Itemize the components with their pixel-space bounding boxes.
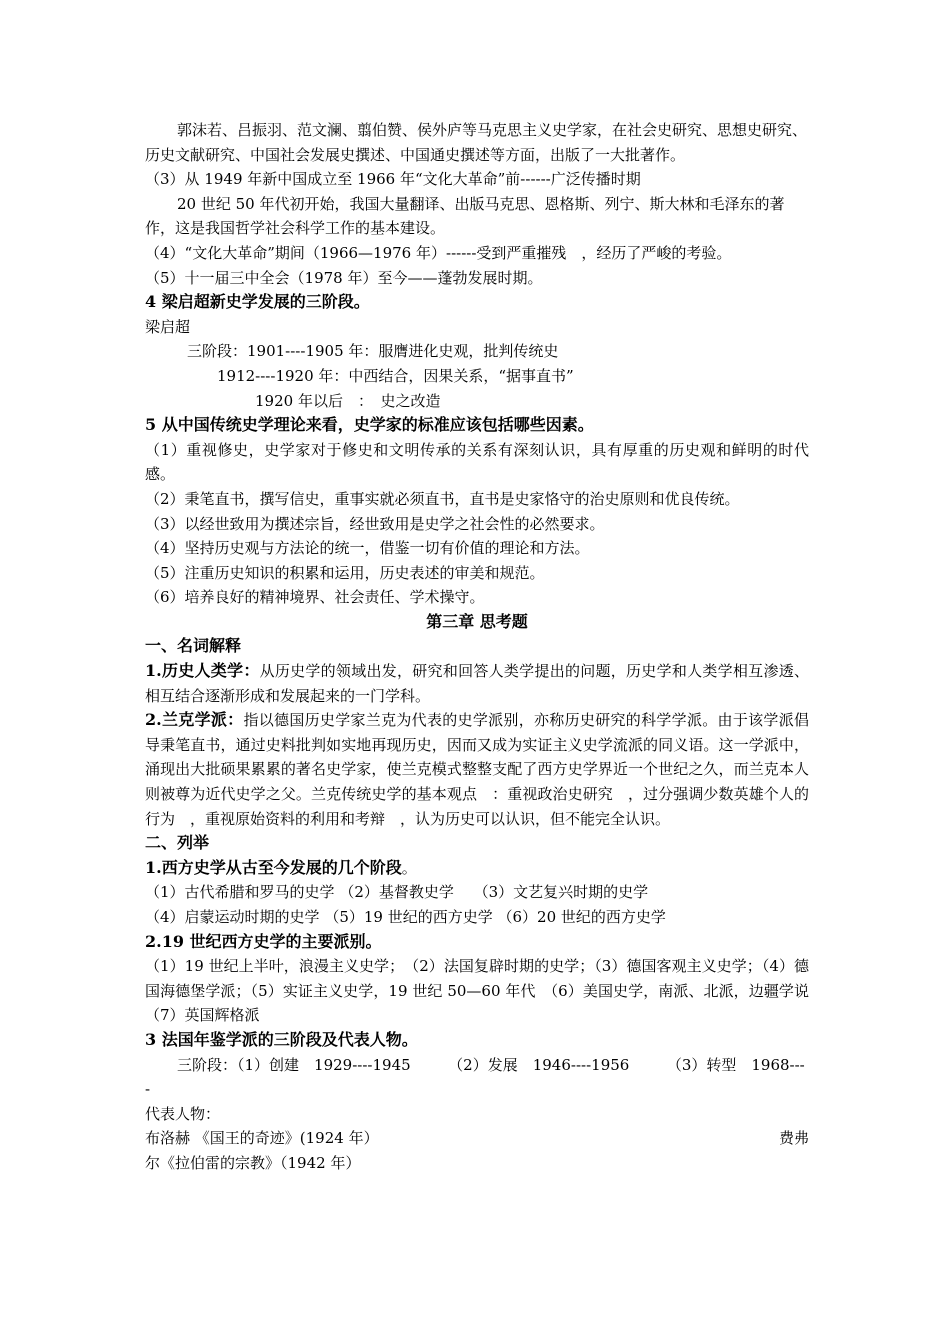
enum-western-stages-row-1: （1）古代希腊和罗马的史学 （2）基督教史学 （3）文艺复兴时期的史学 bbox=[145, 883, 649, 902]
standard-item-4: （4）坚持历史观与方法论的统一，借鉴一切有价值的理论和方法。 bbox=[145, 539, 590, 558]
standard-item-2: （2）秉笔直书，撰写信史，重事实就必须直书，直书是史家恪守的治史原则和优良传统。 bbox=[145, 489, 740, 508]
liang-stage-1: 三阶段：1901----1905 年：服膺进化史观，批判传统史 bbox=[187, 342, 559, 361]
enum-western-stages-row-2: （4）启蒙运动时期的史学 （5）19 世纪的西方史学 （6）20 世纪的西方史学 bbox=[145, 908, 666, 926]
standard-item-3: （3）以经世致用为撰述宗旨，经世致用是史学之社会性的必然要求。 bbox=[145, 514, 605, 533]
term-historical-anthropology bbox=[145, 659, 809, 708]
enum-19c-schools-body: （1）19 世纪上半叶，浪漫主义史学； （2）法国复辟时期的史学；（3）德国客观主义史学；（4）德国海德堡学派；（5）实证主义史学，19 世纪 50—60 年代 （6）美国史学，南派、北派，边疆学说 （7）英国辉格派 bbox=[145, 957, 825, 1025]
stage-5-line: （5）十一届三中全会（1978 年）至今——蓬勃发展时期。 bbox=[145, 268, 543, 287]
term-label: 2.兰克学派： bbox=[145, 710, 244, 730]
term-label: 1.历史人类学： bbox=[145, 661, 260, 681]
heading-liang-qichao: 4 梁启超新史学发展的三阶段。 bbox=[145, 292, 370, 312]
enum-western-stages-title: 1.西方史学从古至今发展的几个阶段。 bbox=[145, 857, 417, 877]
heading-historian-standards: 5 从中国传统史学理论来看，史学家的标准应该包括哪些因素。 bbox=[145, 415, 594, 435]
standard-item-5: （5）注重历史知识的积累和运用，历史表述的审美和规范。 bbox=[145, 563, 545, 582]
term-definition: 从历史学的领域出发，研究和回答人类学提出的问题，历史学和人类学相互渗透、相互结合逐渐形成和发展起来的一门学科。 bbox=[145, 662, 809, 705]
chapter-title: 第三章 思考题 bbox=[426, 611, 528, 631]
enum-19c-schools-title: 2.19 世纪西方史学的主要派别。 bbox=[145, 931, 382, 951]
representative-bloch: 布洛赫 《国王的奇迹》(1924 年） bbox=[145, 1129, 379, 1148]
enum-annales-title: 3 法国年鉴学派的三阶段及代表人物。 bbox=[145, 1029, 418, 1049]
term-ranke-school bbox=[145, 708, 809, 831]
paragraph-marxist-historians: 郭沫若、吕振羽、范文澜、翦伯赞、侯外庐等马克思主义史学家，在社会史研究、思想史研究、历史文献研究、中国社会发展史撰述、中国通史撰述等方面，出版了一大批著作。 bbox=[145, 121, 808, 164]
paragraph-translation: 20 世纪 50 年代初开始，我国大量翻译、出版马克思、恩格斯、列宁、斯大林和毛泽东的著作，这是我国哲学社会科学工作的基本建设。 bbox=[145, 194, 785, 238]
annales-representatives-label: 代表人物： bbox=[145, 1104, 221, 1123]
annales-stages: 三阶段：（1）创建 1929----1945 （2）发展 1946----1956 （3）转型 1968---- bbox=[145, 1055, 805, 1099]
representative-febvre-start: 费弗 bbox=[778, 1129, 809, 1148]
section-enumeration: 二、列举 bbox=[145, 833, 210, 853]
liang-stage-3: 1920 年以后 ： 史之改造 bbox=[255, 391, 441, 410]
standard-item-6: （6）培养良好的精神境界、社会责任、学术操守。 bbox=[145, 588, 485, 607]
stage-3-line: （3）从 1949 年新中国成立至 1966 年“文化大革命”前------广泛传播时期 bbox=[145, 170, 641, 189]
term-definition: 指以德国历史学家兰克为代表的史学派别，亦称历史研究的科学学派。由于该学派倡导秉笔直书，通过史料批判如实地再现历史，因而又成为实证主义史学流派的同义语。这一学派中，涌现出大批硕果累累的著名史学家，使兰克模式整整支配了西方史学界近一个世纪之久，而兰克本人则被尊为近代史学之父。兰克传统史学的基本观点 ：重视政治史研究 ，过分强调少数英雄个人的行为 ，重视原始资料的利用和考辩 ，认为历史可以认识，但不能完全认识。 bbox=[145, 711, 809, 828]
annales-representative-row bbox=[145, 1126, 809, 1151]
representative-febvre-end: 尔《拉伯雷的宗教》（1942 年） bbox=[145, 1153, 361, 1172]
liang-stage-2: 1912----1920 年：中西结合，因果关系，“据事直书” bbox=[217, 366, 574, 385]
liang-qichao-name: 梁启超 bbox=[145, 317, 191, 336]
section-term-explanation: 一、名词解释 bbox=[145, 636, 242, 656]
stage-4-line: （4）“文化大革命”期间（1966—1976 年）------受到严重摧残 ，经历了严峻的考验。 bbox=[145, 243, 732, 262]
standard-item-1: （1）重视修史，史学家对于修史和文明传承的关系有深刻认识，具有厚重的历史观和鲜明的时代感。 bbox=[145, 440, 809, 484]
